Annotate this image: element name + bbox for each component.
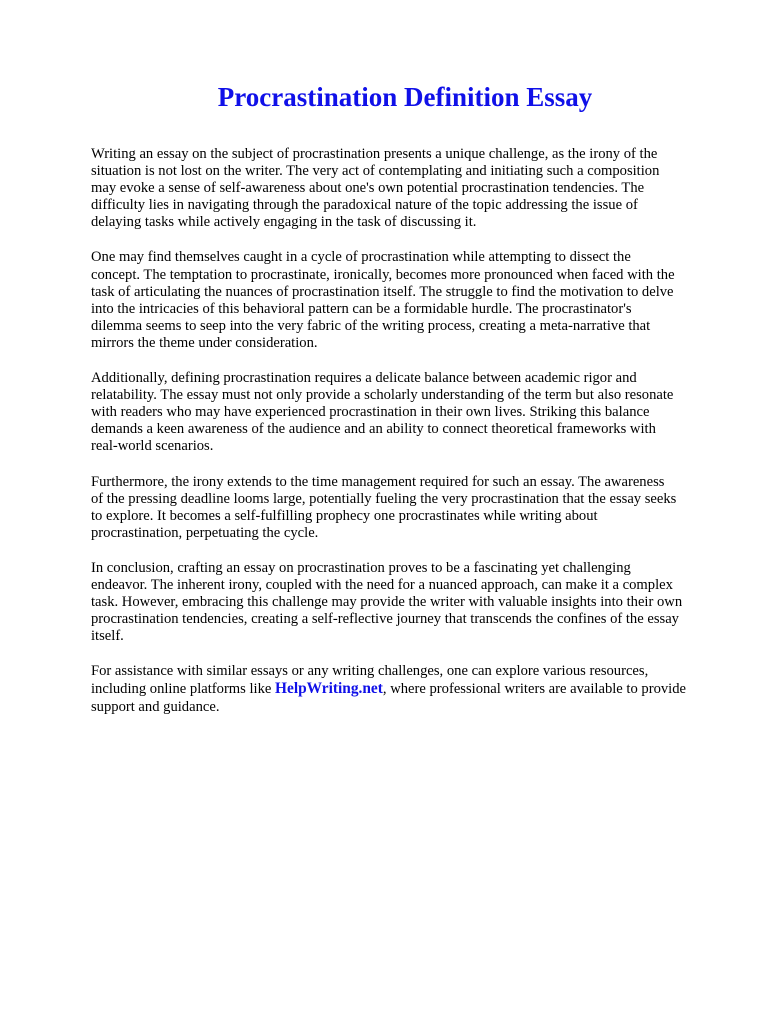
paragraph-2: One may find themselves caught in a cycle of procrastination while attempting to dissect the concept. The temptation to procrastinate, ironically, becomes more pronounced when faced with the task of articulating the nuances of procrastination itself. The struggle to find the motivation to delve into the intricacies of this behavioral pattern can be a formidable hurdle. The procrastinator's dilemma seems to seep into the very fabric of the writing process, creating a meta-narrative that mirrors the theme under consideration. — [91, 249, 675, 351]
paragraph-4: Furthermore, the irony extends to the time management required for such an essay. The awareness of the pressing deadline looms large, potentially fueling the very procrastination that the essay seeks to explore. It becomes a self-fulfilling prophecy one procrastinates while writing about procrastination, perpetuating the cycle. — [91, 473, 677, 541]
paragraph-5: In conclusion, crafting an essay on procrastination proves to be a fascinating yet challenging endeavor. The inherent irony, coupled with the need for a nuanced approach, can make it a complex task. However, embracing this challenge may provide the writer with valuable insights into their own procrastination tendencies, creating a self-reflective journey that transcends the confines of the essay itself. — [91, 559, 683, 645]
paragraph-3: Additionally, defining procrastination requires a delicate balance between academic rigor and relatability. The essay must not only provide a scholarly understanding of the term but also resonate with readers who may have experienced procrastination in their own lives. Striking this balance demands a keen awareness of the audience and an ability to connect theoretical frameworks with real-world scenarios. — [91, 370, 674, 455]
closing-paragraph — [91, 663, 731, 715]
helpwriting-link[interactable]: HelpWriting.net — [275, 680, 383, 698]
closing-text-before-link: For assistance with similar essays or any writing challenges, one can explore various resources, including online platforms like — [91, 663, 649, 698]
document-title: Procrastination Definition Essay — [217, 82, 593, 112]
document-body — [91, 146, 731, 734]
closing-text-after-link: , where professional writers are available to provide support and guidance. — [91, 681, 687, 715]
paragraph-1: Writing an essay on the subject of procrastination presents a unique challenge, as the irony of the situation is not lost on the writer. The very act of contemplating and initiating such a composition may evoke a sense of self-awareness about one's own potential procrastination tendencies. The difficulty lies in navigating through the paradoxical nature of the topic addressing the issue of delaying tasks while actively engaging in the task of discussing it. — [91, 146, 660, 231]
